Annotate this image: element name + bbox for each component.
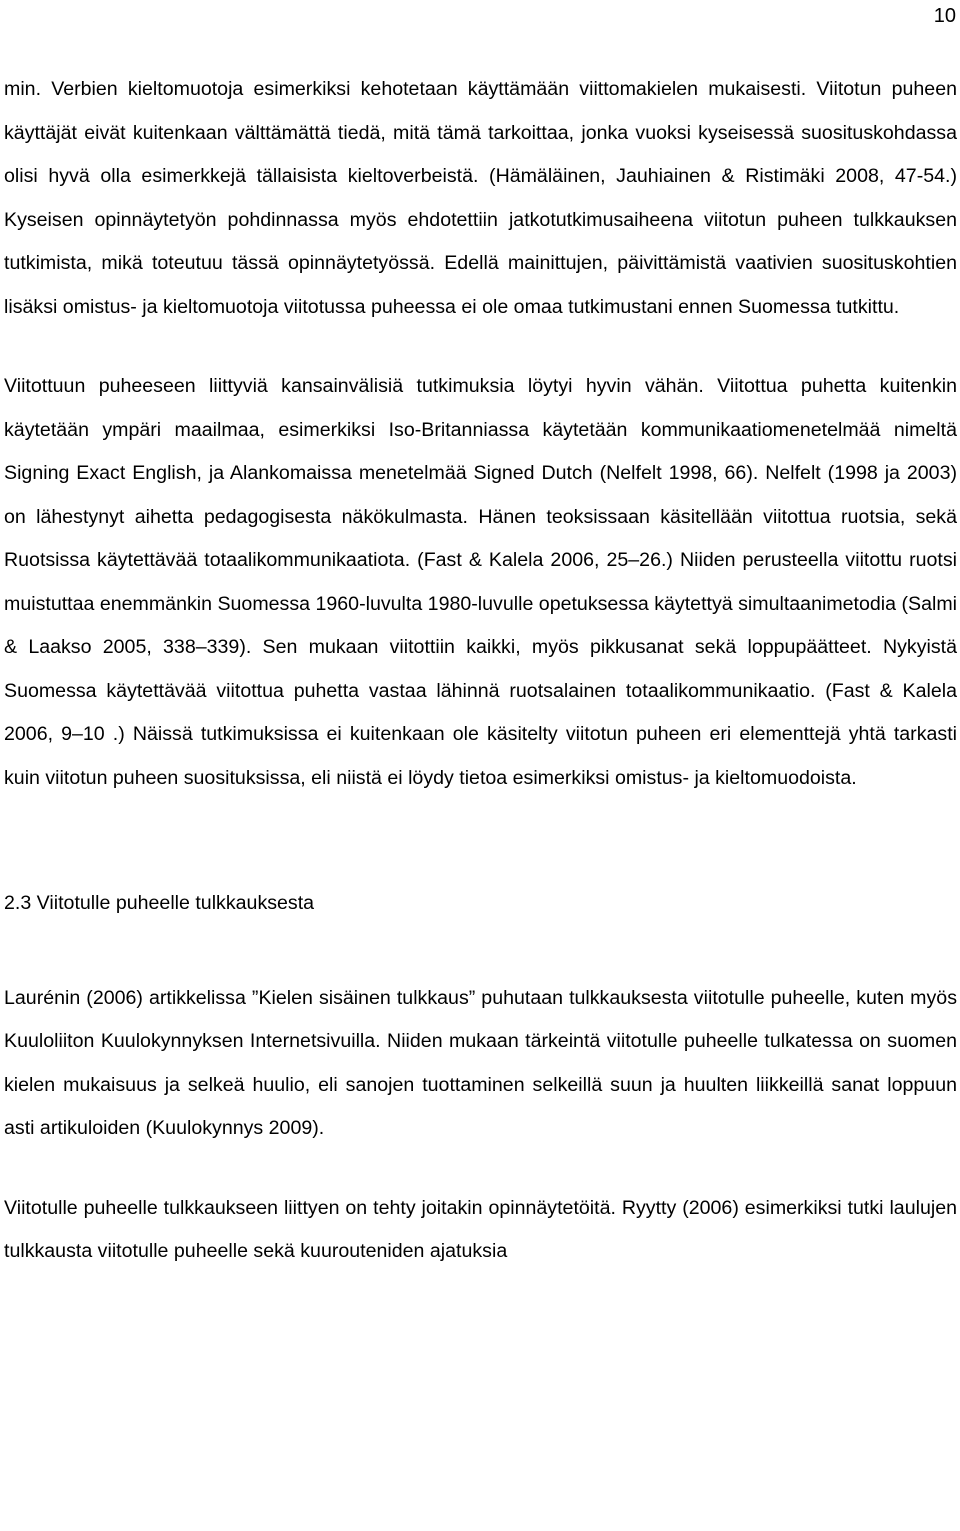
page-content [4,68,957,1274]
paragraph-1: min. Verbien kieltomuotoja esimerkiksi kehotetaan käyttämään viittomakielen mukaisesti. Viitotun puheen käyttäjät eivät kuitenkaan välttämättä tiedä, mitä tämä tarkoittaa, jonka vuoksi kyseisessä suosituskohdassa olisi hyvä olla esimerkkejä tällaisista kieltoverbeistä. (Hämäläinen, Jauhiainen & Ristimäki 2008, 47-54.) Kyseisen opinnäytetyön pohdinnassa myös ehdotettiin jatkotutkimusaiheena viitotun puheen tulkkauksen tutkimista, mikä toteutuu tässä opinnäytetyössä. Edellä mainittujen, päivittämistä vaativien suosituskohtien lisäksi omistus- ja kieltomuotoja viitotussa puheessa ei ole omaa tutkimustani ennen Suomessa tutkittu. [4,78,957,318]
page-number: 10 [933,5,956,27]
paragraph-2: Viitottuun puheeseen liittyviä kansainvälisiä tutkimuksia löytyi hyvin vähän. Viitottua puhetta kuitenkin käytetään ympäri maailmaa, esimerkiksi Iso-Britanniassa käytetään kommunikaatiomenetelmää nimeltä Signing Exact English, ja Alankomaissa menetelmää Signed Dutch (Nelfelt 1998, 66). Nelfelt (1998 ja 2003) on lähestynyt aihetta pedagogisesta näkökulmasta. Hänen teoksissaan käsitellään viitottua ruotsia, sekä Ruotsissa käytettävää totaalikommunikaatiota. (Fast & Kalela 2006, 25–26.) Niiden perusteella viitottu ruotsi muistuttaa enemmänkin Suomessa 1960-luvulta 1980-luvulle opetuksessa käytettyä simultaanimetodia (Salmi & Laakso 2005, 338–339). Sen mukaan viitottiin kaikki, myös pikkusanat sekä loppupäätteet. Nykyistä Suomessa käytettävää viitottua puhetta vastaa lähinnä ruotsalainen totaalikommunikaatio. (Fast & Kalela 2006, 9–10 .) Näissä tutkimuksissa ei kuitenkaan ole käsitelty viitotun puheen eri elementtejä yhtä tarkasti kuin viitotun puheen suosituksissa, eli niistä ei löydy tietoa esimerkiksi omistus- ja kieltomuodoista. [4,375,957,789]
section-paragraph-1: Laurénin (2006) artikkelissa ”Kielen sisäinen tulkkaus” puhutaan tulkkauksesta viitotulle puheelle, kuten myös Kuuloliiton Kuulokynnyksen Internetsivuilla. Niiden mukaan tärkeintä viitotulle puheelle tulkatessa on suomen kielen mukaisuus ja selkeä huulio, eli sanojen tuottaminen selkeillä suun ja huulten liikkeillä sanat loppuun asti artikuloiden (Kuulokynnys 2009). [4,986,957,1139]
section-heading: 2.3 Viitotulle puheelle tulkkauksesta [4,892,315,914]
section-paragraph-2: Viitotulle puheelle tulkkaukseen liittyen on tehty joitakin opinnäytetöitä. Ryytty (2006) esimerkiksi tutki laulujen tulkkausta viitotulle puheelle sekä kuurouteniden ajatuksia [4,1196,957,1262]
